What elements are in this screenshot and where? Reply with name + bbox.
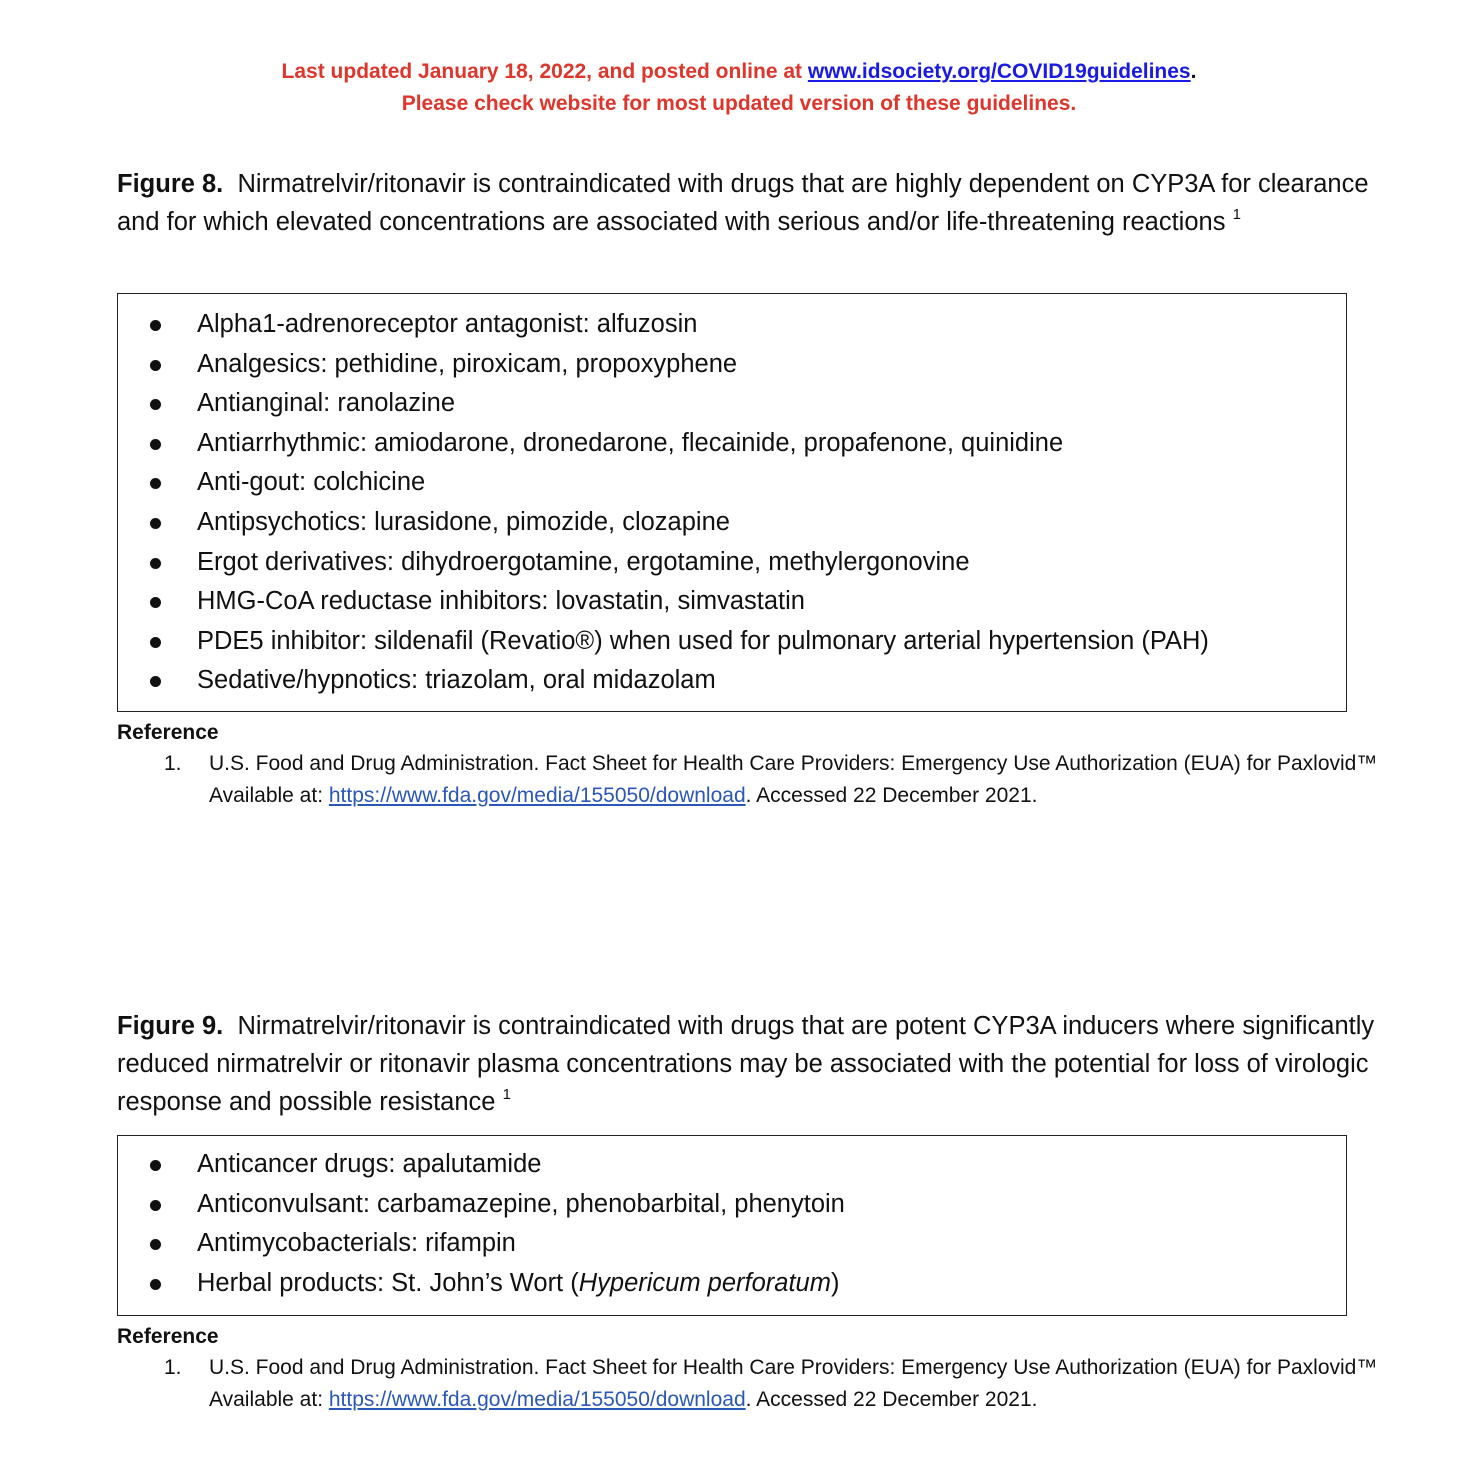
species-name: Hypericum perforatum bbox=[578, 1268, 831, 1297]
figure-9-caption-text: Nirmatrelvir/ritonavir is contraindicated with drugs that are potent CYP3A inducers where significantly reduced nirmatrelvir or ritonavir plasma concentrations may be associated with the potential for loss of virologic response and possible resistance bbox=[117, 1012, 1375, 1116]
reference-number: 1. bbox=[164, 1356, 182, 1379]
figure-8-caption-text: Nirmatrelvir/ritonavir is contraindicated with drugs that are highly dependent on CYP3A for clearance and for which elevated concentrations are associated with serious and/or life-threatening reactions bbox=[117, 170, 1369, 236]
list-item: Anti-gout: colchicine bbox=[118, 463, 1346, 503]
list-item: Alpha1-adrenoreceptor antagonist: alfuzosin bbox=[118, 305, 1346, 345]
list-item: Sedative/hypnotics: triazolam, oral midazolam bbox=[118, 661, 1346, 701]
figure-9-reference-heading: Reference bbox=[117, 1325, 219, 1348]
list-item: Anticancer drugs: apalutamide bbox=[118, 1145, 1346, 1185]
bullet-icon bbox=[150, 637, 161, 648]
reference-number: 1. bbox=[164, 752, 182, 775]
list-item: Anticonvulsant: carbamazepine, phenobarbital, phenytoin bbox=[118, 1185, 1346, 1225]
figure-8-reference-item bbox=[117, 748, 1407, 812]
list-item: Herbal products: St. John’s Wort (Hypericum perforatum) bbox=[118, 1264, 1346, 1304]
list-item: Antianginal: ranolazine bbox=[118, 384, 1346, 424]
bullet-icon bbox=[150, 1279, 161, 1290]
bullet-icon bbox=[150, 1160, 161, 1171]
bullet-icon bbox=[150, 439, 161, 450]
figure-8-drug-box bbox=[117, 293, 1347, 712]
list-item: Analgesics: pethidine, piroxicam, propoxyphene bbox=[118, 345, 1346, 385]
update-banner bbox=[0, 56, 1478, 120]
list-item: Ergot derivatives: dihydroergotamine, ergotamine, methylergonovine bbox=[118, 543, 1346, 583]
list-item: Antiarrhythmic: amiodarone, dronedarone, flecainide, propafenone, quinidine bbox=[118, 424, 1346, 464]
list-item: HMG-CoA reductase inhibitors: lovastatin, simvastatin bbox=[118, 582, 1346, 622]
figure-8-drug-list bbox=[118, 305, 1346, 701]
figure-9-drug-list bbox=[118, 1145, 1346, 1303]
figure-8-caption bbox=[117, 165, 1407, 241]
list-item: Antimycobacterials: rifampin bbox=[118, 1224, 1346, 1264]
reference-text: U.S. Food and Drug Administration. Fact Sheet for Health Care Providers: Emergency Use Authorization (EUA) for Paxlovid™ Available at: https://www.fda.gov/media/155050/download. Accessed 22 December 2021. bbox=[209, 1356, 1378, 1411]
list-item: PDE5 inhibitor: sildenafil (Revatio®) when used for pulmonary arterial hypertension (PAH) bbox=[118, 622, 1346, 662]
fda-link[interactable]: https://www.fda.gov/media/155050/download bbox=[328, 784, 746, 807]
bullet-icon bbox=[150, 1200, 161, 1211]
figure-8-label: Figure 8. bbox=[117, 170, 224, 198]
reference-text: U.S. Food and Drug Administration. Fact Sheet for Health Care Providers: Emergency Use Authorization (EUA) for Paxlovid™ Available at: https://www.fda.gov/media/155050/download. Accessed 22 December 2021. bbox=[209, 752, 1378, 807]
figure-9-footnote-mark: 1 bbox=[502, 1086, 511, 1103]
figure-9-label: Figure 9. bbox=[117, 1012, 224, 1040]
figure-8-reference-heading: Reference bbox=[117, 721, 219, 744]
list-item: Antipsychotics: lurasidone, pimozide, clozapine bbox=[118, 503, 1346, 543]
bullet-icon bbox=[150, 1239, 161, 1250]
figure-9-caption bbox=[117, 1007, 1407, 1121]
bullet-icon bbox=[150, 518, 161, 529]
fda-link[interactable]: https://www.fda.gov/media/155050/download bbox=[328, 1388, 746, 1411]
banner-line-2: Please check website for most updated version of these guidelines. bbox=[401, 92, 1077, 115]
banner-line-1: Last updated January 18, 2022, and posted online at www.idsociety.org/COVID19guidelines. bbox=[281, 60, 1197, 83]
bullet-icon bbox=[150, 558, 161, 569]
bullet-icon bbox=[150, 399, 161, 410]
bullet-icon bbox=[150, 320, 161, 331]
bullet-icon bbox=[150, 676, 161, 687]
bullet-icon bbox=[150, 360, 161, 371]
figure-9-drug-box bbox=[117, 1135, 1347, 1316]
bullet-icon bbox=[150, 597, 161, 608]
guidelines-link[interactable]: www.idsociety.org/COVID19guidelines bbox=[807, 60, 1191, 83]
figure-9-reference-item bbox=[117, 1352, 1407, 1416]
bullet-icon bbox=[150, 478, 161, 489]
figure-8-footnote-mark: 1 bbox=[1232, 206, 1241, 223]
